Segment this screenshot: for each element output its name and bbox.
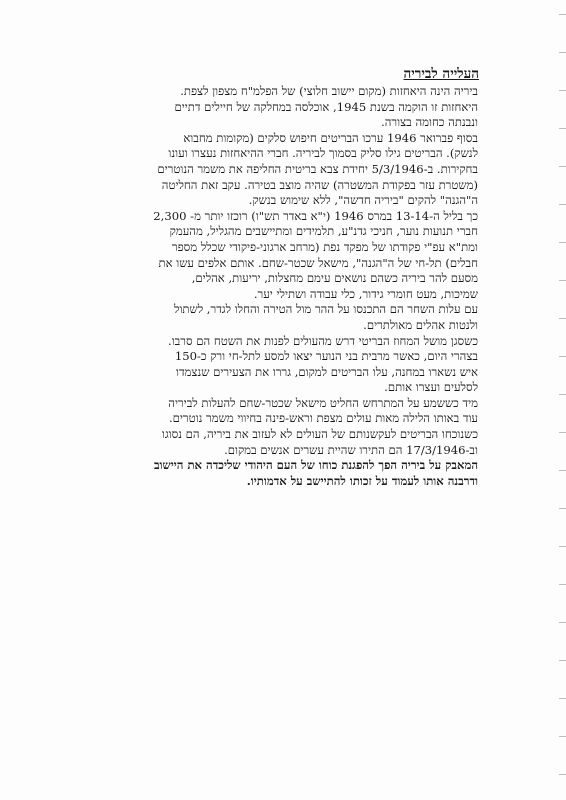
text-line: ולנטות אהלים מאולתרים. bbox=[363, 317, 478, 332]
margin-tick bbox=[559, 52, 566, 53]
margin-tick bbox=[559, 318, 566, 319]
text-line: מסעם להר ביריה כשהם נושאים עימם מחצלות, יריעות, אהלים, bbox=[191, 271, 478, 286]
margin-tick bbox=[559, 736, 566, 737]
margin-tick bbox=[559, 90, 566, 91]
margin-tick bbox=[559, 128, 566, 129]
margin-tick bbox=[559, 698, 566, 699]
text-line: בסוף פברואר 1946 ערכו הבריטים חיפוש סלקים (מקומות מחבוא bbox=[183, 130, 478, 145]
text-line: עוד באותו הלילה מאות עולים מצפת וראש-פינה בחיווי משמר נוטרים. bbox=[168, 411, 478, 426]
document-title: העלייה לביריה bbox=[403, 66, 479, 82]
text-line: לנשק). הבריטים גילו סליק בסמוך לביריה. חברי ההיאחזות נעצרו ועונו bbox=[168, 146, 478, 161]
margin-tick bbox=[559, 204, 566, 205]
text-line: עם עלות השחר הם התכנסו על ההר מול הטירה והחלו לגדר, לשתול bbox=[174, 302, 478, 317]
text-line: כשסגן מושל המחוז הבריטי דרש מהעולים לפנות את השטח הם סרבו. bbox=[168, 333, 478, 348]
text-line: (משטרת עזר בפקודת המשטרה) שהיה מוצב בטירה. עקב זאת החליטה bbox=[161, 177, 478, 192]
text-line: המאבק על ביריה הפך להפגנת כוחו של העם היהודי שליכדה את היישוב bbox=[153, 458, 478, 473]
text-line: כך בליל ה-13-14 במרס 1946 (י"א באדר תש"ו) רוכזו יותר מ- 2,300 bbox=[153, 208, 478, 223]
text-line: ודרבנה אותו לעמוד על זכותו להתיישב על אדמותיו. bbox=[246, 473, 478, 488]
text-line: בצהרי היום, כאשר מרבית בני הנוער יצאו למסע לתל-חי ורק כ-150 bbox=[174, 349, 478, 364]
text-line: היאחזות זו הוקמה בשנת 1945, אוכלסה במחלקה של חיילים דתיים bbox=[174, 99, 478, 114]
text-line: איש נשארו במחנה, עלו הבריטים למקום, גררו את הצעירים שנצמדו bbox=[175, 364, 478, 379]
margin-tick bbox=[559, 508, 566, 509]
margin-tick bbox=[559, 356, 566, 357]
text-line: כשנוכחו הבריטים לעקשנותם של העולים לא לעזוב את ביריה, הם נסוגו bbox=[161, 427, 478, 442]
margin-scale-marks bbox=[554, 0, 566, 800]
margin-tick bbox=[559, 166, 566, 167]
text-line: ביריה הינה היאחזות (מקום יישוב חלוצי) של הפלמ"ח מצפון לצפת. bbox=[180, 84, 478, 98]
text-line: חברי תנועות נוער, חניכי גדנ"ע, תלמידים ומתיישבים מהגליל, מהעמק bbox=[169, 224, 478, 239]
text-line: ונבנתה כחומה בצורה. bbox=[381, 115, 478, 130]
text-line: מיד כששמע על המתרחש החליט מישאל שכטר-שחם להעלות לביריה bbox=[168, 395, 478, 410]
text-line: חבלים) תל-חי של ה"הגנה", מישאל שכטר-שחם. אותם אלפים עשו את bbox=[158, 255, 478, 270]
margin-tick bbox=[559, 394, 566, 395]
text-line: שמיכות, מעט חומרי גידור, כלי עבודה ושתילי יער. bbox=[253, 286, 478, 301]
margin-tick bbox=[559, 660, 566, 661]
text-line: בחקירות. ב-5/3/1946 יחידת צבא בריטית החליפה את משמר הנוטרים bbox=[157, 161, 478, 176]
text-line: לסלעים ועצרו אותם. bbox=[384, 380, 478, 395]
margin-tick bbox=[559, 470, 566, 471]
margin-tick bbox=[559, 622, 566, 623]
document-body bbox=[60, 84, 478, 489]
margin-tick bbox=[559, 432, 566, 433]
margin-tick bbox=[559, 774, 566, 775]
margin-tick bbox=[559, 242, 566, 243]
text-line: ה"הגנה" להקים "ביריה חדשה", ללא שימוש בנשק. bbox=[248, 193, 478, 208]
margin-tick bbox=[559, 14, 566, 15]
margin-tick bbox=[559, 546, 566, 547]
text-line: ומת"א עפ"י פקודתו של מפקד נפת (מרחב ארגוני-פיקודי שכלל מספר bbox=[171, 239, 478, 254]
margin-tick bbox=[559, 280, 566, 281]
text-line: וב-17/3/1946 הם התירו שהיית עשרים אנשים במקום. bbox=[224, 442, 478, 457]
margin-tick bbox=[559, 584, 566, 585]
